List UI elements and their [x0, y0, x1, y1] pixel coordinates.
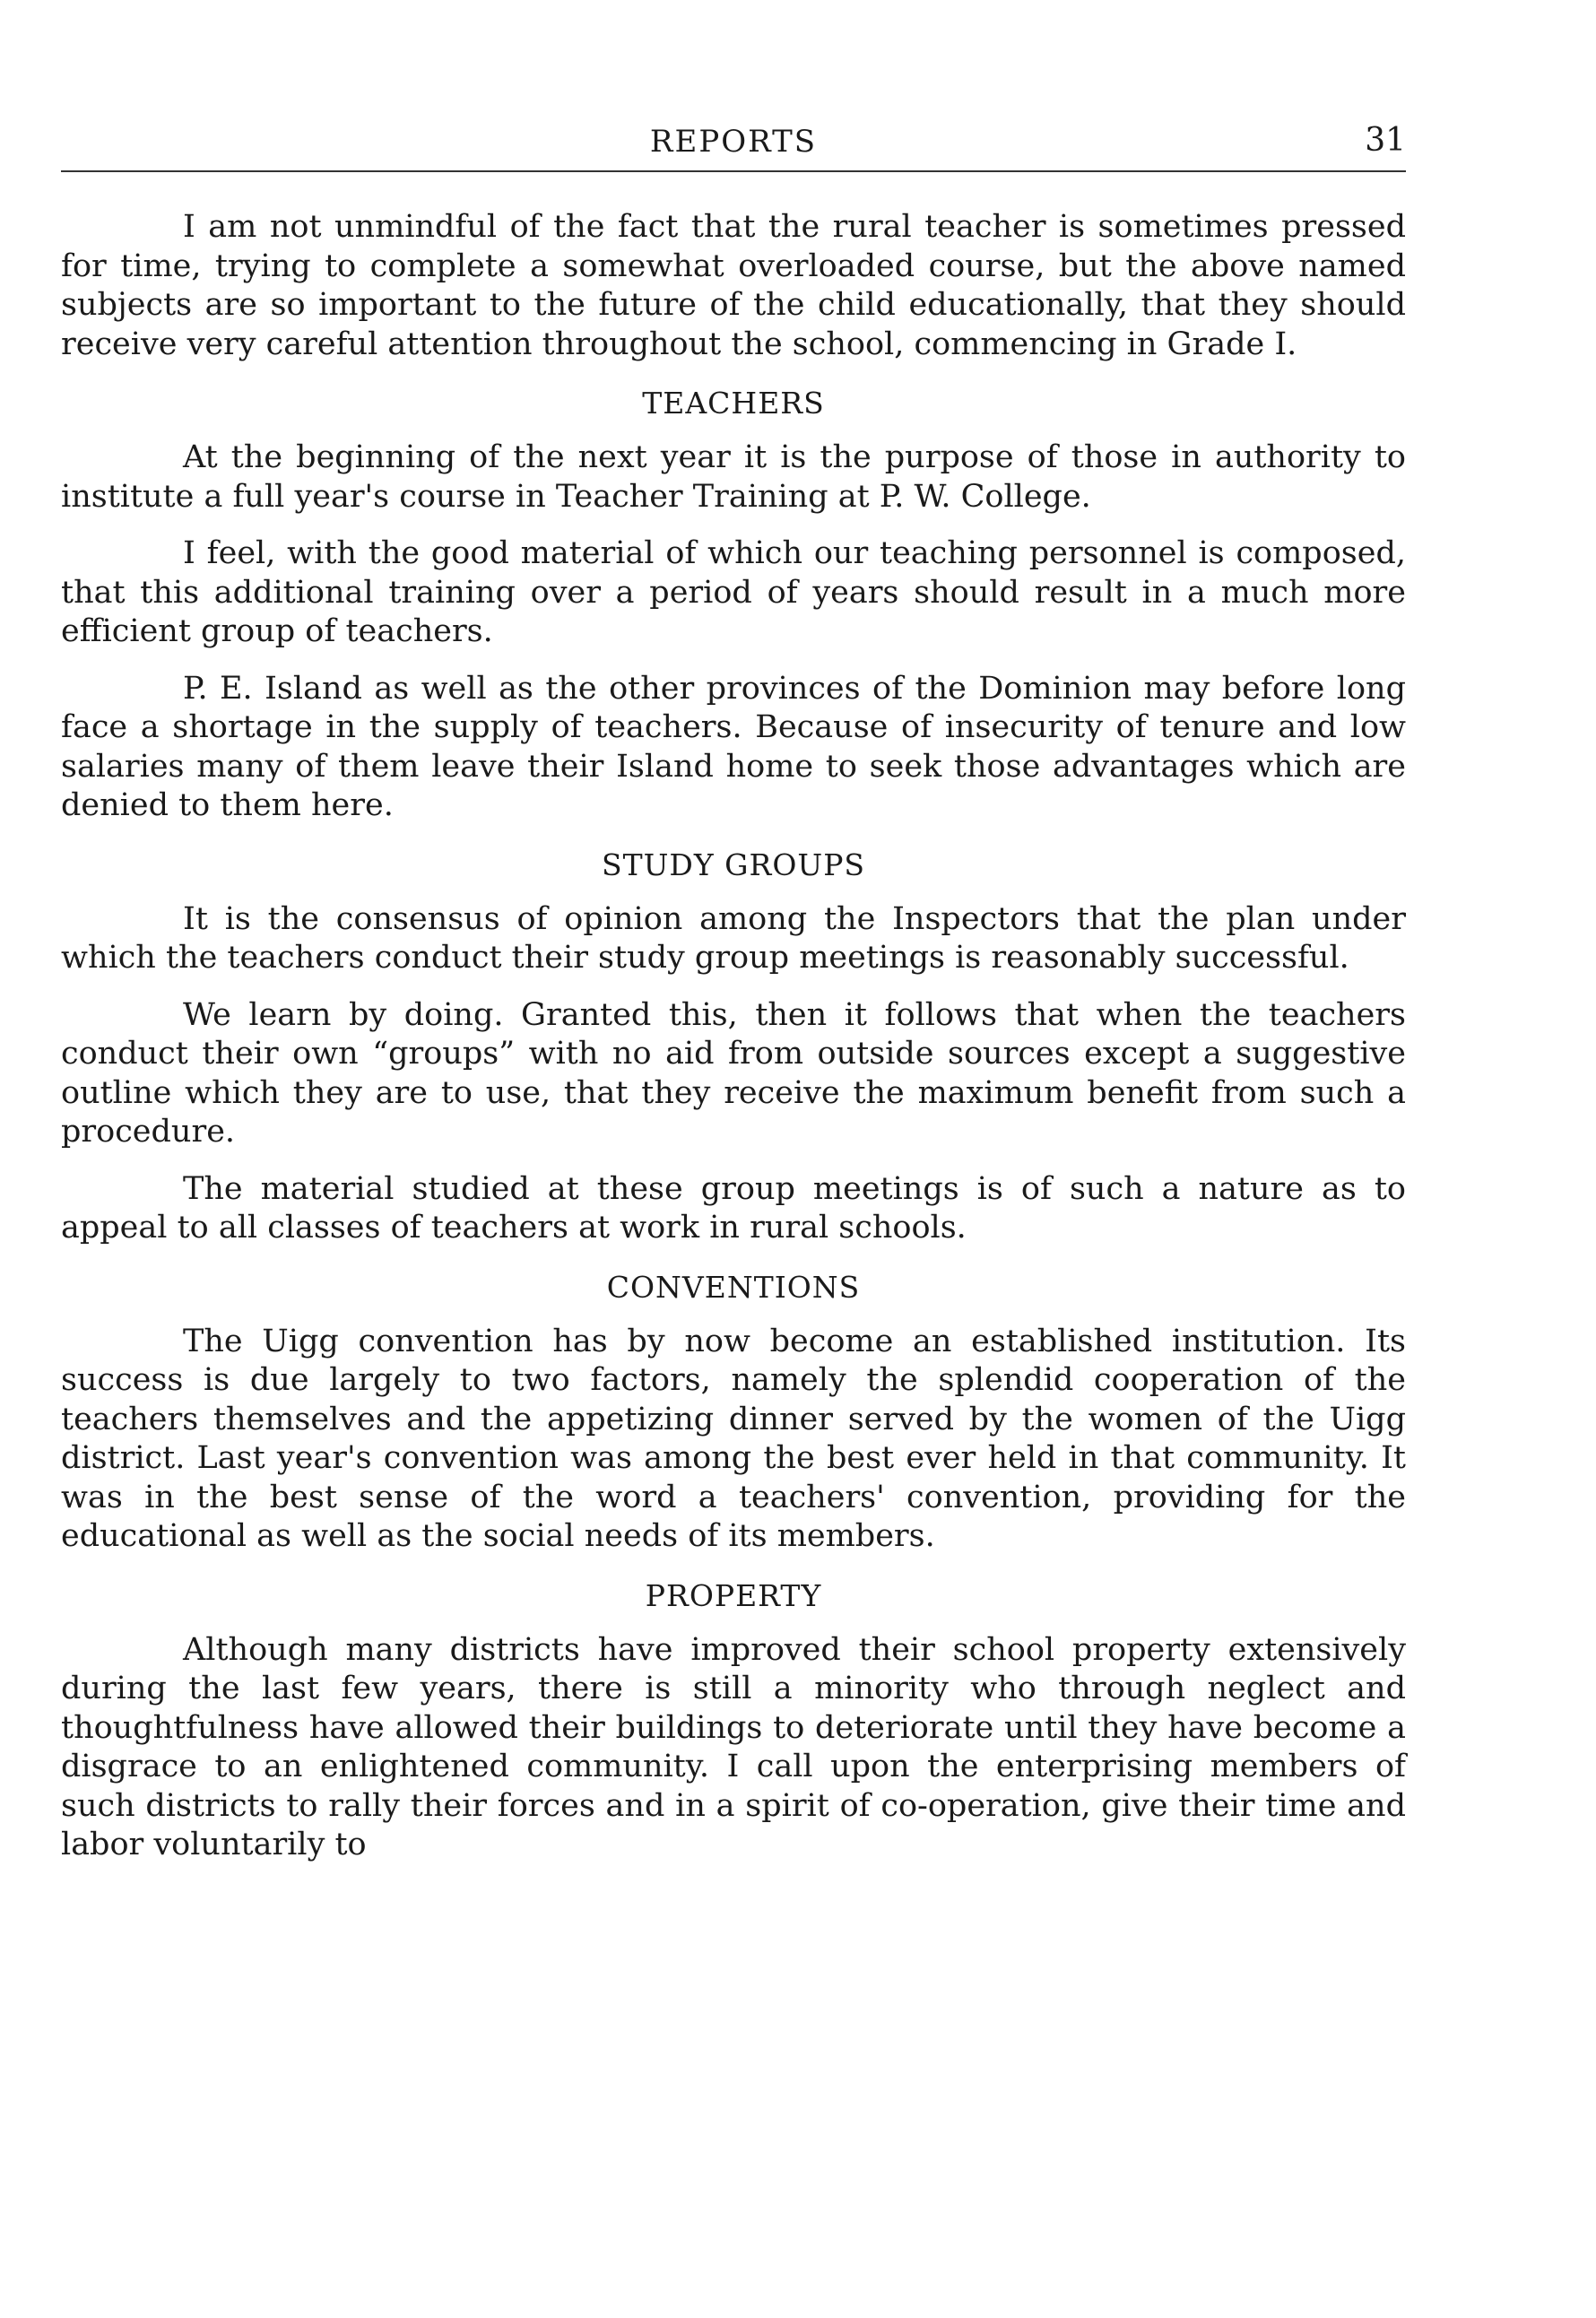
paragraph: The material studied at these group meetings is of such a nature as to appeal to all classes of teachers at work in rural schools.: [61, 1170, 1406, 1246]
paragraph: I am not unmindful of the fact that the rural teacher is sometimes pressed for time, trying to complete a somewhat overloaded course, but the above named subjects are so important to the future of the child educationally, that they should receive very careful attention throughout the school, commencing in Grade I.: [61, 209, 1406, 362]
paragraph: Although many districts have improved their school property extensively during the last few years, there is still a minority who through neglect and thoughtfulness have allowed their buildings to deteriorate until they have become a disgrace to an enlightened community. I call upon the enterprising members of such districts to rally their forces and in a spirit of co-operation, give their time and labor voluntarily to: [61, 1631, 1406, 1862]
body-text: [61, 208, 1406, 1865]
section-heading: PROPERTY: [645, 1577, 822, 1613]
document-page: [61, 117, 1406, 1883]
section-intro: [61, 208, 1406, 364]
section-study-groups: [61, 847, 1406, 1248]
paragraph: We learn by doing. Granted this, then it follows that when the teachers conduct their own “groups” with no aid from outside sources except a suggestive outline which they are to use, that they receive the maximum benefit from such a procedure.: [61, 996, 1406, 1150]
paragraph: P. E. Island as well as the other provinces of the Dominion may before long face a shortage in the supply of teachers. Because of insecurity of tenure and low salaries many of them leave their Island home to seek those advantages which are denied to them here.: [61, 670, 1406, 823]
paragraph: I feel, with the good material of which our teaching personnel is composed, that this additional training over a period of years should result in a much more efficient group of teachers.: [61, 535, 1406, 649]
page-number: 31: [1365, 122, 1406, 159]
section-conventions: [61, 1270, 1406, 1557]
section-heading: TEACHERS: [642, 386, 825, 421]
running-title: REPORTS: [649, 124, 818, 160]
paragraph: The Uigg convention has by now become an established institution. Its success is due largely to two factors, namely the splendid cooperation of the teachers themselves and the appetizing dinner served by the women of the Uigg district. Last year's convention was among the best ever held in that community. It was in the best sense of the word a teachers' convention, providing for the educational as well as the social needs of its members.: [61, 1323, 1406, 1554]
section-teachers: [61, 386, 1406, 826]
section-heading: CONVENTIONS: [606, 1269, 861, 1305]
section-heading: STUDY GROUPS: [601, 846, 866, 882]
paragraph: It is the consensus of opinion among the Inspectors that the plan under which the teachers conduct their study group meetings is reasonably successful.: [61, 900, 1406, 976]
running-header: [61, 117, 1406, 172]
section-property: [61, 1578, 1406, 1865]
paragraph: At the beginning of the next year it is the purpose of those in authority to institute a full year's course in Teacher Training at P. W. College.: [61, 439, 1406, 515]
